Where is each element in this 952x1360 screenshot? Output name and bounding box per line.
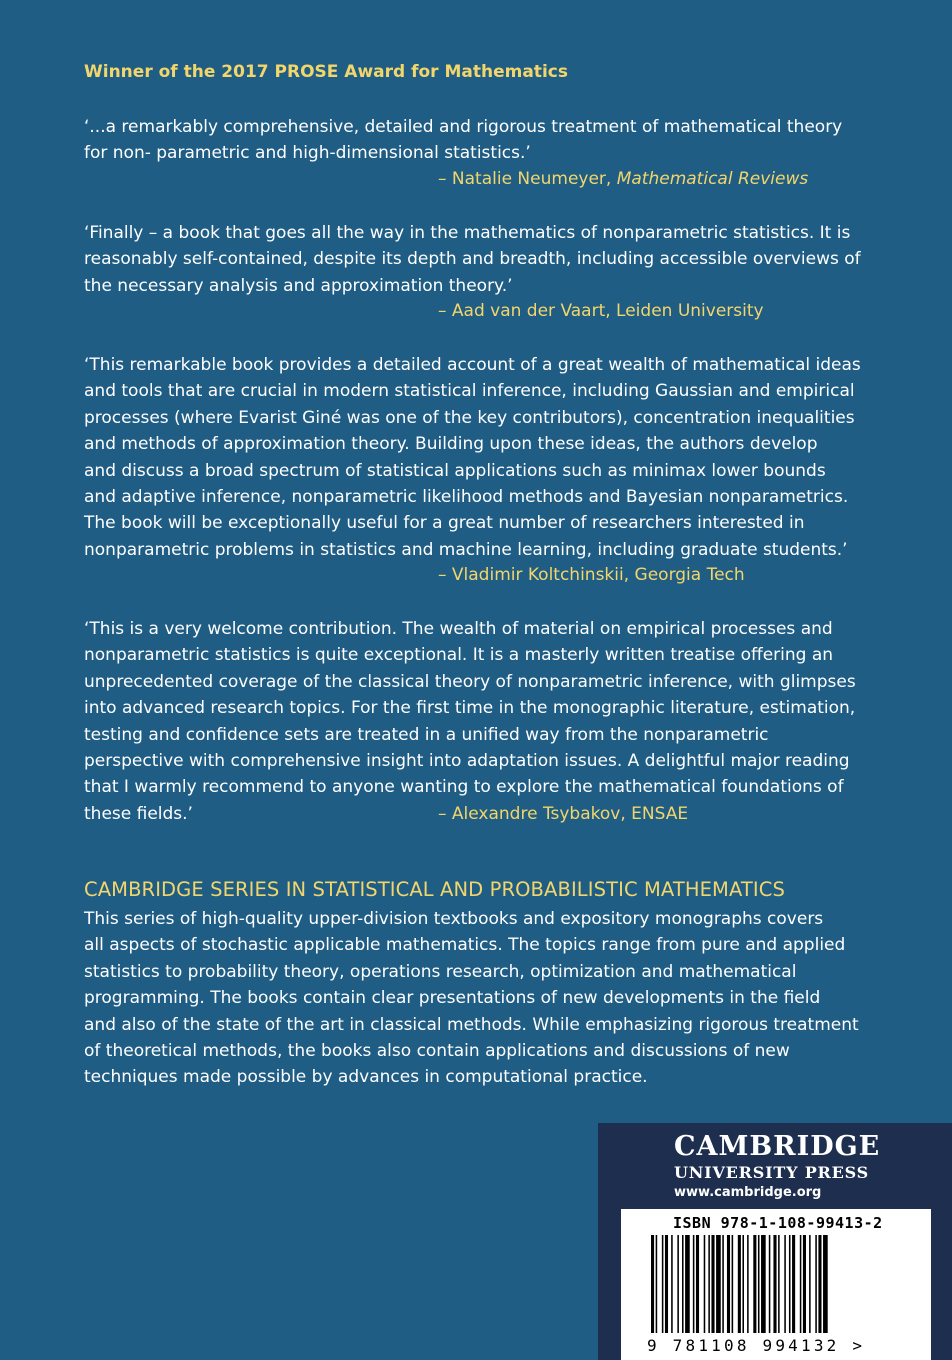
barcode-bar — [711, 1235, 714, 1333]
attribution-source: Mathematical Reviews — [616, 169, 809, 189]
barcode-bar — [769, 1235, 771, 1333]
barcode-bar — [738, 1235, 741, 1333]
barcode-bar — [696, 1235, 699, 1333]
quote-line: and discuss a broad spectrum of statistical applications such as minimax lower bounds — [84, 460, 826, 481]
publisher-logo-name: CAMBRIDGE — [674, 1131, 881, 1162]
isbn-number: ISBN 978-1-108-99413-2 — [673, 1214, 883, 1232]
barcode-bar — [823, 1235, 828, 1333]
quote-line: perspective with comprehensive insight into adaptation issues. A delightful major reading — [84, 751, 850, 772]
barcode-bar — [818, 1235, 821, 1333]
review-quote-4 — [84, 616, 864, 827]
quote-line: ‘This remarkable book provides a detailed account of a great wealth of mathematical ideas — [84, 355, 861, 375]
quote-line: for non- parametric and high-dimensional statistics.’ — [84, 143, 531, 164]
barcode-bar — [792, 1235, 795, 1333]
review-attribution-2: – Aad van der Vaart, Leiden University — [438, 301, 764, 321]
quote-line: and methods of approximation theory. Building upon these ideas, the authors develop — [84, 434, 818, 455]
quote-line: reasonably self-contained, despite its depth and breadth, including accessible overviews of — [84, 249, 861, 270]
barcode-bar — [784, 1235, 786, 1333]
barcode-bar — [747, 1235, 749, 1333]
attribution-author: – Natalie Neumeyer, — [438, 169, 617, 189]
barcode-bar — [722, 1235, 724, 1333]
quote-line: that I warmly recommend to anyone wanting to explore the mathematical foundations of — [84, 777, 844, 798]
review-attribution-4: – Alexandre Tsybakov, ENSAE — [438, 803, 689, 824]
barcode-bar — [761, 1235, 766, 1333]
series-line: and also of the state of the art in classical methods. While emphasizing rigorous treatment — [84, 1014, 859, 1035]
series-line: techniques made possible by advances in computational practice. — [84, 1067, 648, 1088]
review-attribution-3: – Vladimir Koltchinskii, Georgia Tech — [438, 565, 745, 585]
barcode-bar — [753, 1235, 756, 1333]
quote-line: ‘Finally – a book that goes all the way in the mathematics of nonparametric statistics. It is — [84, 223, 851, 243]
review-quote-1 — [84, 114, 864, 167]
barcode-bar — [789, 1235, 791, 1333]
barcode-bar — [682, 1235, 684, 1333]
barcode-bar — [693, 1235, 695, 1333]
barcode-bar — [656, 1235, 658, 1333]
barcode-bar — [732, 1235, 734, 1333]
award-heading: Winner of the 2017 PROSE Award for Mathematics — [84, 62, 568, 82]
quote-line: and adaptive inference, nonparametric likelihood methods and Bayesian nonparametrics. — [84, 487, 849, 508]
series-line: statistics to probability theory, operations research, optimization and mathematical — [84, 961, 797, 982]
barcode-bar — [809, 1235, 811, 1333]
quote-line: into advanced research topics. For the first time in the monographic literature, estimation, — [84, 698, 856, 719]
barcode-bar — [758, 1235, 760, 1333]
quote-line: processes (where Evarist Giné was one of the key contributors), concentration inequalities — [84, 407, 855, 428]
barcode-icon — [651, 1235, 901, 1335]
barcode-digits: 9 781108 994132 > — [647, 1336, 866, 1355]
quote-line: testing and confidence sets are treated in a unified way from the nonparametric — [84, 724, 769, 745]
barcode-bar — [671, 1235, 673, 1333]
quote-line: ‘This is a very welcome contribution. The wealth of material on empirical processes and — [84, 619, 833, 639]
barcode-bar — [662, 1235, 664, 1333]
quote-line: the necessary analysis and approximation theory.’ — [84, 275, 513, 296]
review-quote-2 — [84, 220, 864, 299]
barcode-bar — [773, 1235, 776, 1333]
barcode-bar — [677, 1235, 679, 1333]
quote-line: unprecedented coverage of the classical theory of nonparametric inference, with glimpses — [84, 671, 856, 692]
barcode-bar — [708, 1235, 710, 1333]
publisher-logo-subtitle: UNIVERSITY PRESS — [674, 1163, 869, 1182]
barcode-bar — [727, 1235, 730, 1333]
quote-line: The book will be exceptionally useful for a great number of researchers interested in — [84, 513, 805, 534]
series-title: CAMBRIDGE SERIES IN STATISTICAL AND PROBABILISTIC MATHEMATICS — [84, 878, 785, 901]
quote-line: nonparametric problems in statistics and machine learning, including graduate students.’ — [84, 539, 848, 560]
review-attribution-1 — [438, 166, 808, 192]
barcode-bar — [800, 1235, 802, 1333]
series-line: all aspects of stochastic applicable mathematics. The topics range from pure and applied — [84, 935, 846, 956]
series-line: This series of high-quality upper-division textbooks and expository monographs covers — [84, 909, 824, 929]
quote-line: nonparametric statistics is quite exceptional. It is a masterly written treatise offering an — [84, 645, 834, 666]
barcode-bar — [685, 1235, 690, 1333]
barcode-bar — [815, 1235, 817, 1333]
barcode-bar — [704, 1235, 706, 1333]
series-line: programming. The books contain clear presentations of new developments in the field — [84, 988, 821, 1009]
quote-line — [84, 801, 864, 827]
series-description — [84, 906, 859, 1091]
publisher-block — [598, 1123, 952, 1360]
quote-line: ‘...a remarkably comprehensive, detailed and rigorous treatment of mathematical theory — [84, 117, 843, 137]
publisher-url: www.cambridge.org — [674, 1185, 822, 1200]
series-line: of theoretical methods, the books also contain applications and discussions of new — [84, 1041, 790, 1062]
barcode-bar — [716, 1235, 721, 1333]
review-quote-3 — [84, 352, 864, 563]
quote-line-text: these fields.’ — [84, 803, 193, 824]
barcode-bar — [803, 1235, 806, 1333]
barcode-bar — [778, 1235, 780, 1333]
barcode-bar — [742, 1235, 744, 1333]
barcode-bar — [665, 1235, 668, 1333]
quote-line: and tools that are crucial in modern statistical inference, including Gaussian and empirical — [84, 381, 855, 402]
barcode-bar — [651, 1235, 654, 1333]
barcode-panel — [621, 1209, 931, 1360]
